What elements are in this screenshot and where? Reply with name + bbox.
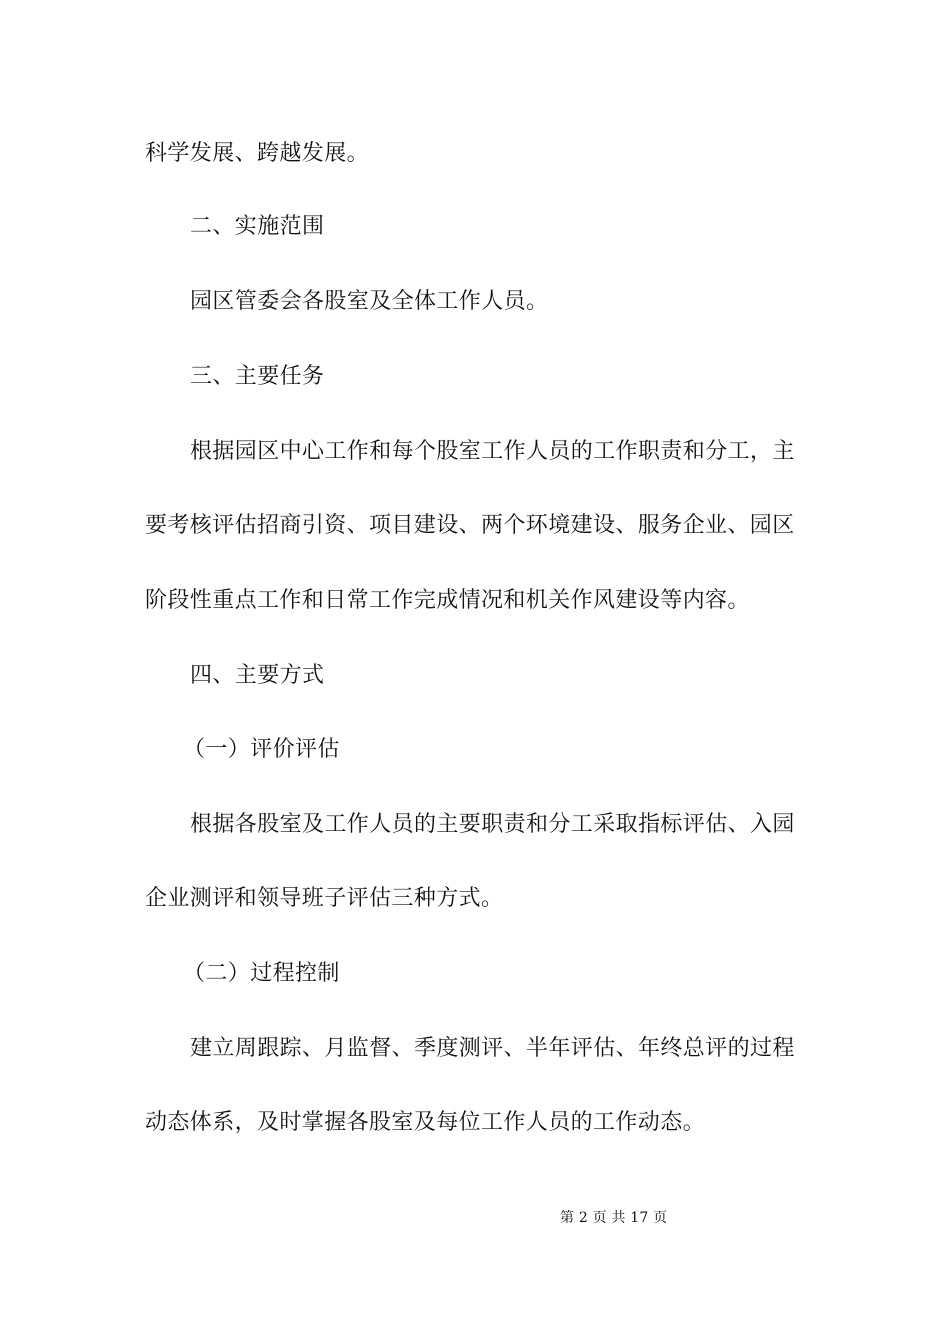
paragraph-line: 根据园区中心工作和每个股室工作人员的工作职责和分工，主: [190, 439, 795, 464]
page-number-footer: 第 2 页 共 17 页: [560, 1210, 668, 1226]
subsection-heading: （一）评价评估: [183, 737, 340, 762]
section-heading: 四、主要方式: [190, 663, 325, 688]
paragraph-line: 建立周跟踪、月监督、季度测评、半年评估、年终总评的过程: [190, 1036, 795, 1061]
paragraph-line: 动态体系，及时掌握各股室及每位工作人员的工作动态。: [145, 1110, 706, 1135]
paragraph-line: 阶段性重点工作和日常工作完成情况和机关作风建设等内容。: [145, 588, 750, 613]
section-heading: 二、实施范围: [190, 214, 325, 239]
subsection-heading: （二）过程控制: [183, 961, 340, 986]
section-heading: 三、主要任务: [190, 364, 325, 389]
paragraph-line: 根据各股室及工作人员的主要职责和分工采取指标评估、入园: [190, 812, 795, 837]
paragraph-line: 要考核评估招商引资、项目建设、两个环境建设、服务企业、园区: [145, 513, 795, 538]
paragraph-line: 科学发展、跨越发展。: [145, 141, 370, 166]
paragraph-line: 企业测评和领导班子评估三种方式。: [145, 886, 504, 911]
paragraph-line: 园区管委会各股室及全体工作人员。: [190, 289, 549, 314]
